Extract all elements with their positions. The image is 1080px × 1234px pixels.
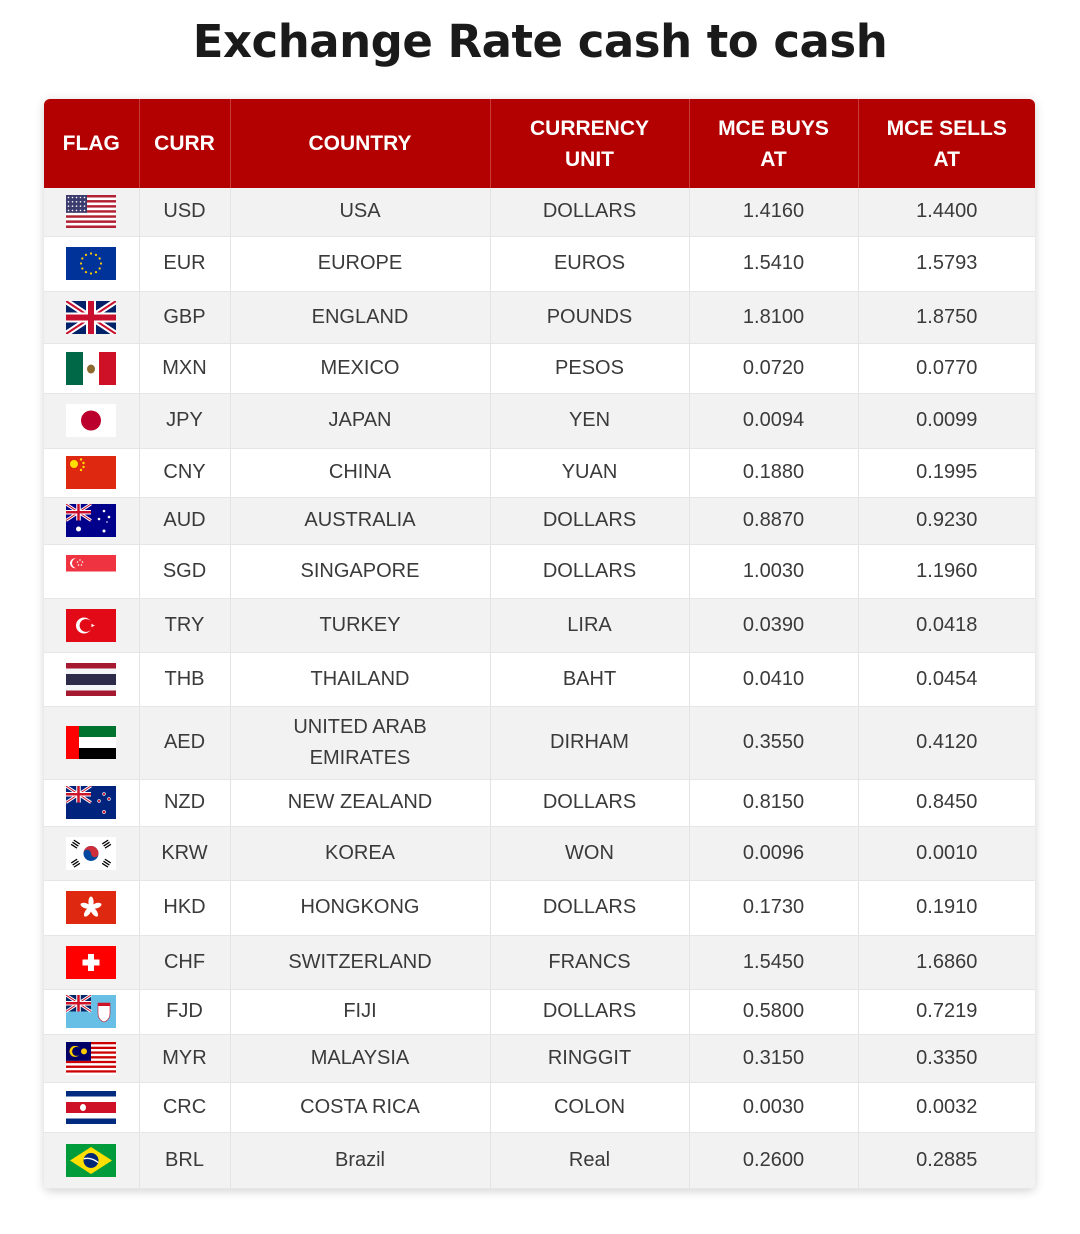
- buy-rate-cell: 0.0410: [689, 652, 858, 706]
- country-cell: MALAYSIA: [230, 1034, 490, 1082]
- header-curr: [139, 99, 230, 188]
- uk-flag-icon: [66, 301, 116, 334]
- header-mce-buys: [689, 99, 858, 188]
- table-row: [44, 188, 1035, 236]
- table-row: [44, 1034, 1035, 1082]
- currency-code-cell: KRW: [139, 826, 230, 880]
- flag-cell: [44, 598, 139, 652]
- header-curr-label: CURR: [154, 132, 215, 155]
- sell-rate-cell: 0.0418: [858, 598, 1035, 652]
- header-flag-label: FLAG: [62, 132, 120, 155]
- currency-code-cell: AED: [139, 706, 230, 779]
- china-flag-icon: [66, 456, 116, 489]
- table-row: [44, 497, 1035, 544]
- buy-rate-cell: 0.0720: [689, 343, 858, 393]
- flag-cell: [44, 236, 139, 291]
- buy-rate-cell: 1.8100: [689, 291, 858, 343]
- currency-code-cell: EUR: [139, 236, 230, 291]
- header-sells-line1: MCE SELLS: [886, 116, 1007, 140]
- buy-rate-cell: 1.5410: [689, 236, 858, 291]
- currency-code-cell: SGD: [139, 544, 230, 598]
- currency-unit-cell: PESOS: [490, 343, 689, 393]
- table-row: [44, 393, 1035, 448]
- currency-code-cell: GBP: [139, 291, 230, 343]
- singapore-flag-icon: [66, 555, 116, 588]
- flag-cell: [44, 989, 139, 1034]
- currency-unit-cell: COLON: [490, 1082, 689, 1132]
- sell-rate-cell: 1.4400: [858, 188, 1035, 236]
- buy-rate-cell: 0.0094: [689, 393, 858, 448]
- currency-unit-cell: DOLLARS: [490, 497, 689, 544]
- country-cell: SWITZERLAND: [230, 935, 490, 989]
- currency-unit-cell: FRANCS: [490, 935, 689, 989]
- country-cell: TURKEY: [230, 598, 490, 652]
- flag-cell: [44, 497, 139, 544]
- flag-cell: [44, 448, 139, 497]
- header-currency-unit: [490, 99, 689, 188]
- sell-rate-cell: 0.1995: [858, 448, 1035, 497]
- country-cell: UNITED ARAB EMIRATES: [230, 706, 490, 779]
- sell-rate-cell: 0.0099: [858, 393, 1035, 448]
- currency-unit-cell: DOLLARS: [490, 188, 689, 236]
- buy-rate-cell: 0.1880: [689, 448, 858, 497]
- flag-cell: [44, 1132, 139, 1188]
- country-cell: KOREA: [230, 826, 490, 880]
- currency-unit-cell: BAHT: [490, 652, 689, 706]
- exchange-rate-table: [44, 99, 1035, 1189]
- table-row: [44, 779, 1035, 826]
- currency-unit-cell: EUROS: [490, 236, 689, 291]
- header-buys-line1: MCE BUYS: [718, 116, 829, 140]
- table-row: [44, 935, 1035, 989]
- sell-rate-cell: 1.6860: [858, 935, 1035, 989]
- header-sells-line2: AT: [933, 147, 960, 171]
- currency-unit-cell: DIRHAM: [490, 706, 689, 779]
- flag-cell: [44, 291, 139, 343]
- flag-cell: [44, 706, 139, 779]
- country-cell: Brazil: [230, 1132, 490, 1188]
- currency-unit-cell: POUNDS: [490, 291, 689, 343]
- flag-cell: [44, 1082, 139, 1132]
- buy-rate-cell: 0.0390: [689, 598, 858, 652]
- header-country-label: COUNTRY: [308, 132, 412, 155]
- sell-rate-cell: 0.8450: [858, 779, 1035, 826]
- buy-rate-cell: 0.3550: [689, 706, 858, 779]
- currency-code-cell: CRC: [139, 1082, 230, 1132]
- buy-rate-cell: 1.0030: [689, 544, 858, 598]
- currency-code-cell: USD: [139, 188, 230, 236]
- country-cell: COSTA RICA: [230, 1082, 490, 1132]
- currency-unit-cell: LIRA: [490, 598, 689, 652]
- country-cell: NEW ZEALAND: [230, 779, 490, 826]
- mexico-flag-icon: [66, 352, 116, 385]
- currency-unit-cell: YEN: [490, 393, 689, 448]
- currency-unit-cell: DOLLARS: [490, 779, 689, 826]
- header-flag: [44, 99, 139, 188]
- switzerland-flag-icon: [66, 946, 116, 979]
- currency-code-cell: MYR: [139, 1034, 230, 1082]
- country-cell: THAILAND: [230, 652, 490, 706]
- table-row: [44, 236, 1035, 291]
- table-row: [44, 343, 1035, 393]
- table-row: [44, 880, 1035, 935]
- table-row: [44, 826, 1035, 880]
- buy-rate-cell: 0.8870: [689, 497, 858, 544]
- country-cell: CHINA: [230, 448, 490, 497]
- uae-flag-icon: [66, 726, 116, 759]
- table-body: [44, 188, 1035, 1188]
- japan-flag-icon: [66, 404, 116, 437]
- page-title: Exchange Rate cash to cash: [192, 15, 888, 68]
- flag-cell: [44, 393, 139, 448]
- currency-unit-cell: DOLLARS: [490, 544, 689, 598]
- sell-rate-cell: 0.0770: [858, 343, 1035, 393]
- brazil-flag-icon: [66, 1144, 116, 1177]
- us-flag-icon: [66, 195, 116, 228]
- currency-unit-cell: RINGGIT: [490, 1034, 689, 1082]
- table-row: [44, 291, 1035, 343]
- header-country: [230, 99, 490, 188]
- flag-cell: [44, 544, 139, 598]
- currency-code-cell: TRY: [139, 598, 230, 652]
- flag-cell: [44, 652, 139, 706]
- malaysia-flag-icon: [66, 1042, 116, 1075]
- table-row: [44, 448, 1035, 497]
- sell-rate-cell: 1.8750: [858, 291, 1035, 343]
- table-header-row: [44, 99, 1035, 188]
- flag-cell: [44, 343, 139, 393]
- sell-rate-cell: 0.7219: [858, 989, 1035, 1034]
- fiji-flag-icon: [66, 995, 116, 1028]
- buy-rate-cell: 0.2600: [689, 1132, 858, 1188]
- buy-rate-cell: 1.5450: [689, 935, 858, 989]
- currency-unit-cell: YUAN: [490, 448, 689, 497]
- table-row: [44, 652, 1035, 706]
- currency-code-cell: NZD: [139, 779, 230, 826]
- currency-code-cell: FJD: [139, 989, 230, 1034]
- country-cell: JAPAN: [230, 393, 490, 448]
- currency-code-cell: BRL: [139, 1132, 230, 1188]
- sell-rate-cell: 0.0454: [858, 652, 1035, 706]
- country-cell: ENGLAND: [230, 291, 490, 343]
- korea-flag-icon: [66, 837, 116, 870]
- table-row: [44, 706, 1035, 779]
- costa-rica-flag-icon: [66, 1091, 116, 1124]
- country-cell: SINGAPORE: [230, 544, 490, 598]
- table-row: [44, 1132, 1035, 1188]
- country-cell: EUROPE: [230, 236, 490, 291]
- sell-rate-cell: 1.1960: [858, 544, 1035, 598]
- new-zealand-flag-icon: [66, 786, 116, 819]
- country-cell: MEXICO: [230, 343, 490, 393]
- header-unit-line1: CURRENCY: [529, 116, 649, 140]
- table-row: [44, 1082, 1035, 1132]
- flag-cell: [44, 935, 139, 989]
- currency-code-cell: AUD: [139, 497, 230, 544]
- currency-code-cell: JPY: [139, 393, 230, 448]
- table-row: [44, 989, 1035, 1034]
- currency-unit-cell: Real: [490, 1132, 689, 1188]
- sell-rate-cell: 0.1910: [858, 880, 1035, 935]
- country-cell: AUSTRALIA: [230, 497, 490, 544]
- eu-flag-icon: [66, 247, 116, 280]
- australia-flag-icon: [66, 504, 116, 537]
- table-row: [44, 598, 1035, 652]
- currency-unit-cell: WON: [490, 826, 689, 880]
- header-mce-sells: [858, 99, 1035, 188]
- currency-code-cell: HKD: [139, 880, 230, 935]
- currency-code-cell: THB: [139, 652, 230, 706]
- turkey-flag-icon: [66, 609, 116, 642]
- flag-cell: [44, 880, 139, 935]
- currency-code-cell: CHF: [139, 935, 230, 989]
- currency-code-cell: CNY: [139, 448, 230, 497]
- sell-rate-cell: 0.9230: [858, 497, 1035, 544]
- hong-kong-flag-icon: [66, 891, 116, 924]
- sell-rate-cell: 1.5793: [858, 236, 1035, 291]
- buy-rate-cell: 0.0030: [689, 1082, 858, 1132]
- sell-rate-cell: 0.3350: [858, 1034, 1035, 1082]
- buy-rate-cell: 0.1730: [689, 880, 858, 935]
- country-cell: HONGKONG: [230, 880, 490, 935]
- country-cell: USA: [230, 188, 490, 236]
- country-cell: FIJI: [230, 989, 490, 1034]
- buy-rate-cell: 0.3150: [689, 1034, 858, 1082]
- buy-rate-cell: 1.4160: [689, 188, 858, 236]
- currency-code-cell: MXN: [139, 343, 230, 393]
- sell-rate-cell: 0.0032: [858, 1082, 1035, 1132]
- flag-cell: [44, 779, 139, 826]
- table-row: [44, 544, 1035, 598]
- currency-unit-cell: DOLLARS: [490, 880, 689, 935]
- sell-rate-cell: 0.2885: [858, 1132, 1035, 1188]
- flag-cell: [44, 826, 139, 880]
- flag-cell: [44, 1034, 139, 1082]
- flag-cell: [44, 188, 139, 236]
- currency-unit-cell: DOLLARS: [490, 989, 689, 1034]
- buy-rate-cell: 0.8150: [689, 779, 858, 826]
- buy-rate-cell: 0.0096: [689, 826, 858, 880]
- sell-rate-cell: 0.0010: [858, 826, 1035, 880]
- thailand-flag-icon: [66, 663, 116, 696]
- header-buys-line2: AT: [760, 147, 787, 171]
- buy-rate-cell: 0.5800: [689, 989, 858, 1034]
- header-unit-line2: UNIT: [565, 147, 614, 171]
- sell-rate-cell: 0.4120: [858, 706, 1035, 779]
